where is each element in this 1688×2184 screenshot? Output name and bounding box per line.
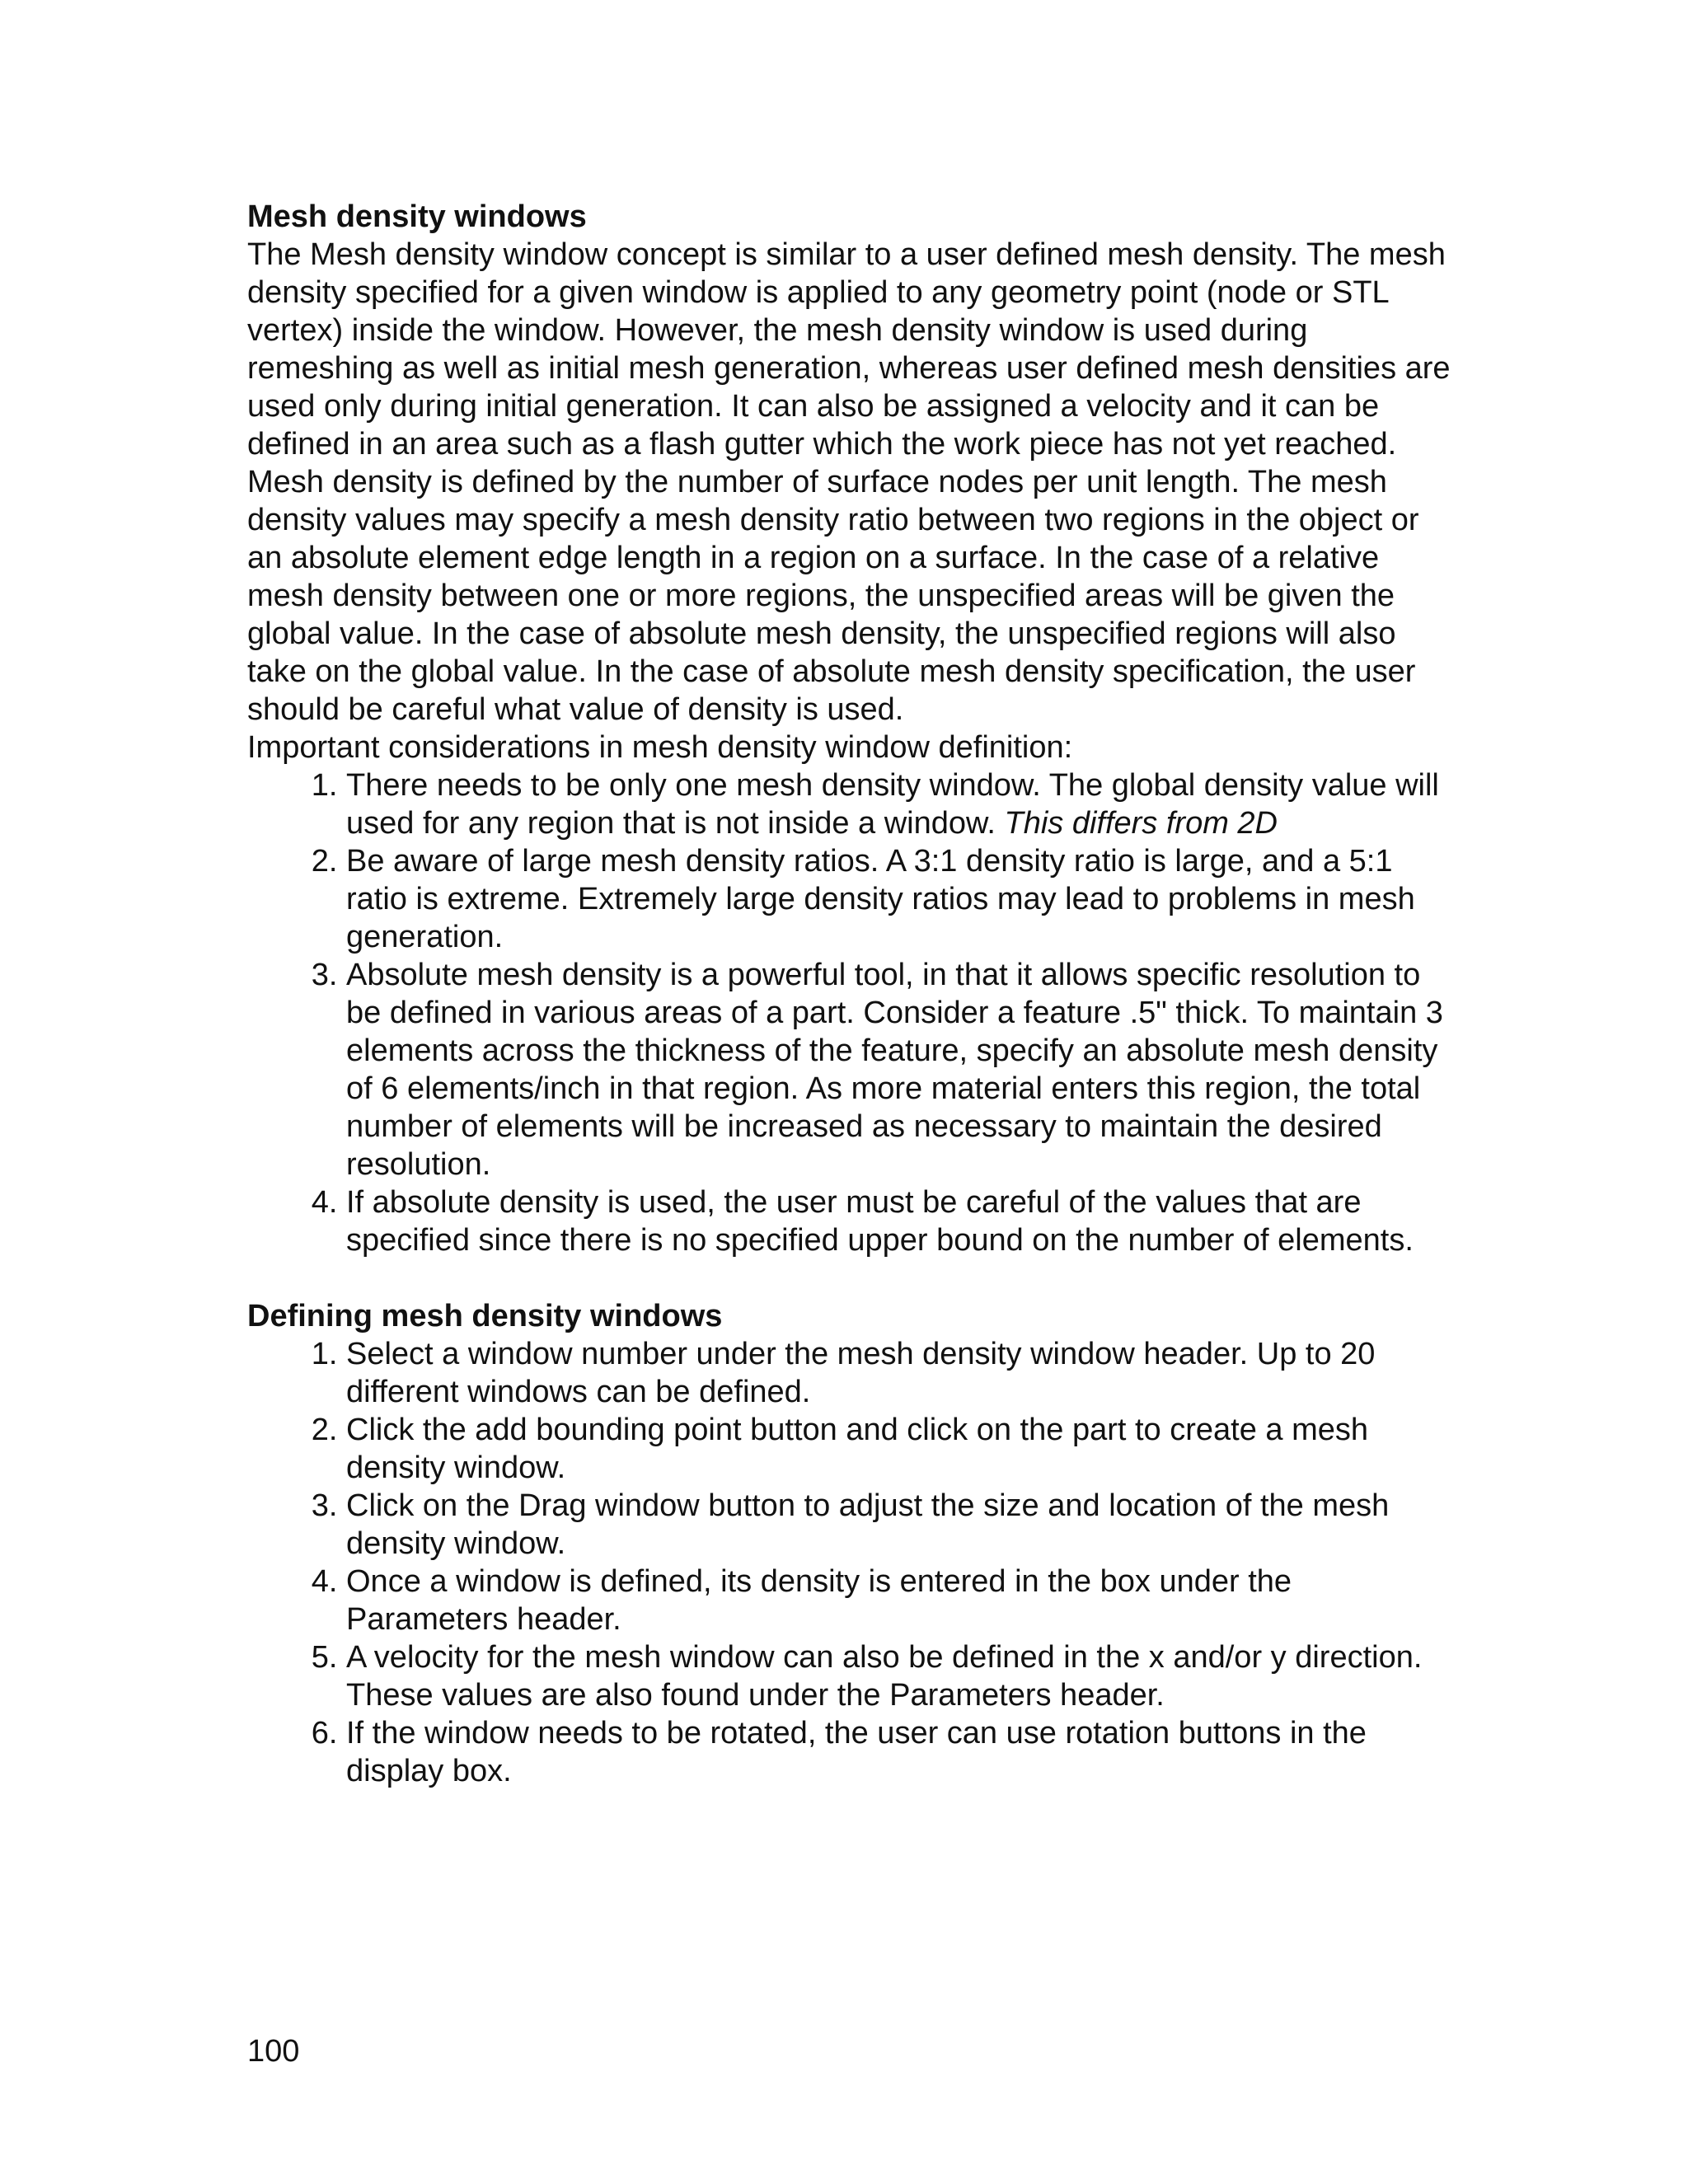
step-item: 6. If the window needs to be rotated, the user can use rotation buttons in the display box.: [346, 1714, 1459, 1790]
step-item: 5. A velocity for the mesh window can also be defined in the x and/or y direction. These values are also found under the Parameters header.: [346, 1638, 1459, 1714]
page-content: [247, 198, 1459, 1790]
consideration-text: If absolute density is used, the user must be careful of the values that are specified since there is no specified upper bound on the number of elements.: [346, 1185, 1414, 1258]
step-item: 1. Select a window number under the mesh density window header. Up to 20 different windows can be defined.: [346, 1335, 1459, 1411]
section-spacer: [247, 1259, 1459, 1297]
consideration-text: There needs to be only one mesh density window. The global density value will used for any region that is not inside a window.: [346, 768, 1439, 841]
considerations-list: [247, 766, 1459, 1259]
consideration-item: [346, 842, 1459, 956]
page-number: 100: [247, 2034, 300, 2069]
intro-paragraph: The Mesh density window concept is similar to a user defined mesh density. The mesh density specified for a given window is applied to any geometry point (node or STL vertex) inside the window. However, the mesh density window is used during remeshing as well as initial mesh generation, whereas user defined mesh densities are used only during initial generation. It can also be assigned a velocity and it can be defined in an area such as a flash gutter which the work piece has not yet reached.: [247, 237, 1451, 462]
section-heading-mesh-density-windows: Mesh density windows: [247, 199, 587, 234]
consideration-text: Absolute mesh density is a powerful tool, in that it allows specific resolution to be defined in various areas of a part. Consider a feature .5" thick. To maintain 3 elements across the thickness of the feature, specify an absolute mesh density of 6 elements/inch in that region. As more material enters this region, the total number of elements will be increased as necessary to maintain the desired resolution.: [346, 958, 1443, 1182]
consideration-text: Be aware of large mesh density ratios. A 3:1 density ratio is large, and a 5:1 ratio is extreme. Extremely large density ratios may lead to problems in mesh generation.: [346, 844, 1415, 954]
consideration-item: [346, 956, 1459, 1183]
considerations-intro: Important considerations in mesh density window definition:: [247, 730, 1073, 765]
consideration-note: This differs from 2D: [1004, 806, 1278, 841]
step-item: 4. Once a window is defined, its density is entered in the box under the Parameters header.: [346, 1563, 1459, 1638]
section-heading-defining-windows: Defining mesh density windows: [247, 1299, 723, 1333]
consideration-item: [346, 766, 1459, 842]
defining-steps-list: [247, 1335, 1459, 1790]
consideration-item: [346, 1183, 1459, 1259]
definition-paragraph: Mesh density is defined by the number of surface nodes per unit length. The mesh density values may specify a mesh density ratio between two regions in the object or an absolute element edge length in a region on a surface. In the case of a relative mesh density between one or more regions, the unspecified areas will be given the global value. In the case of absolute mesh density, the unspecified regions will also take on the global value. In the case of absolute mesh density specification, the user should be careful what value of density is used.: [247, 465, 1419, 727]
step-item: 3. Click on the Drag window button to adjust the size and location of the mesh density window.: [346, 1487, 1459, 1563]
step-item: 2. Click the add bounding point button and click on the part to create a mesh density window.: [346, 1411, 1459, 1487]
